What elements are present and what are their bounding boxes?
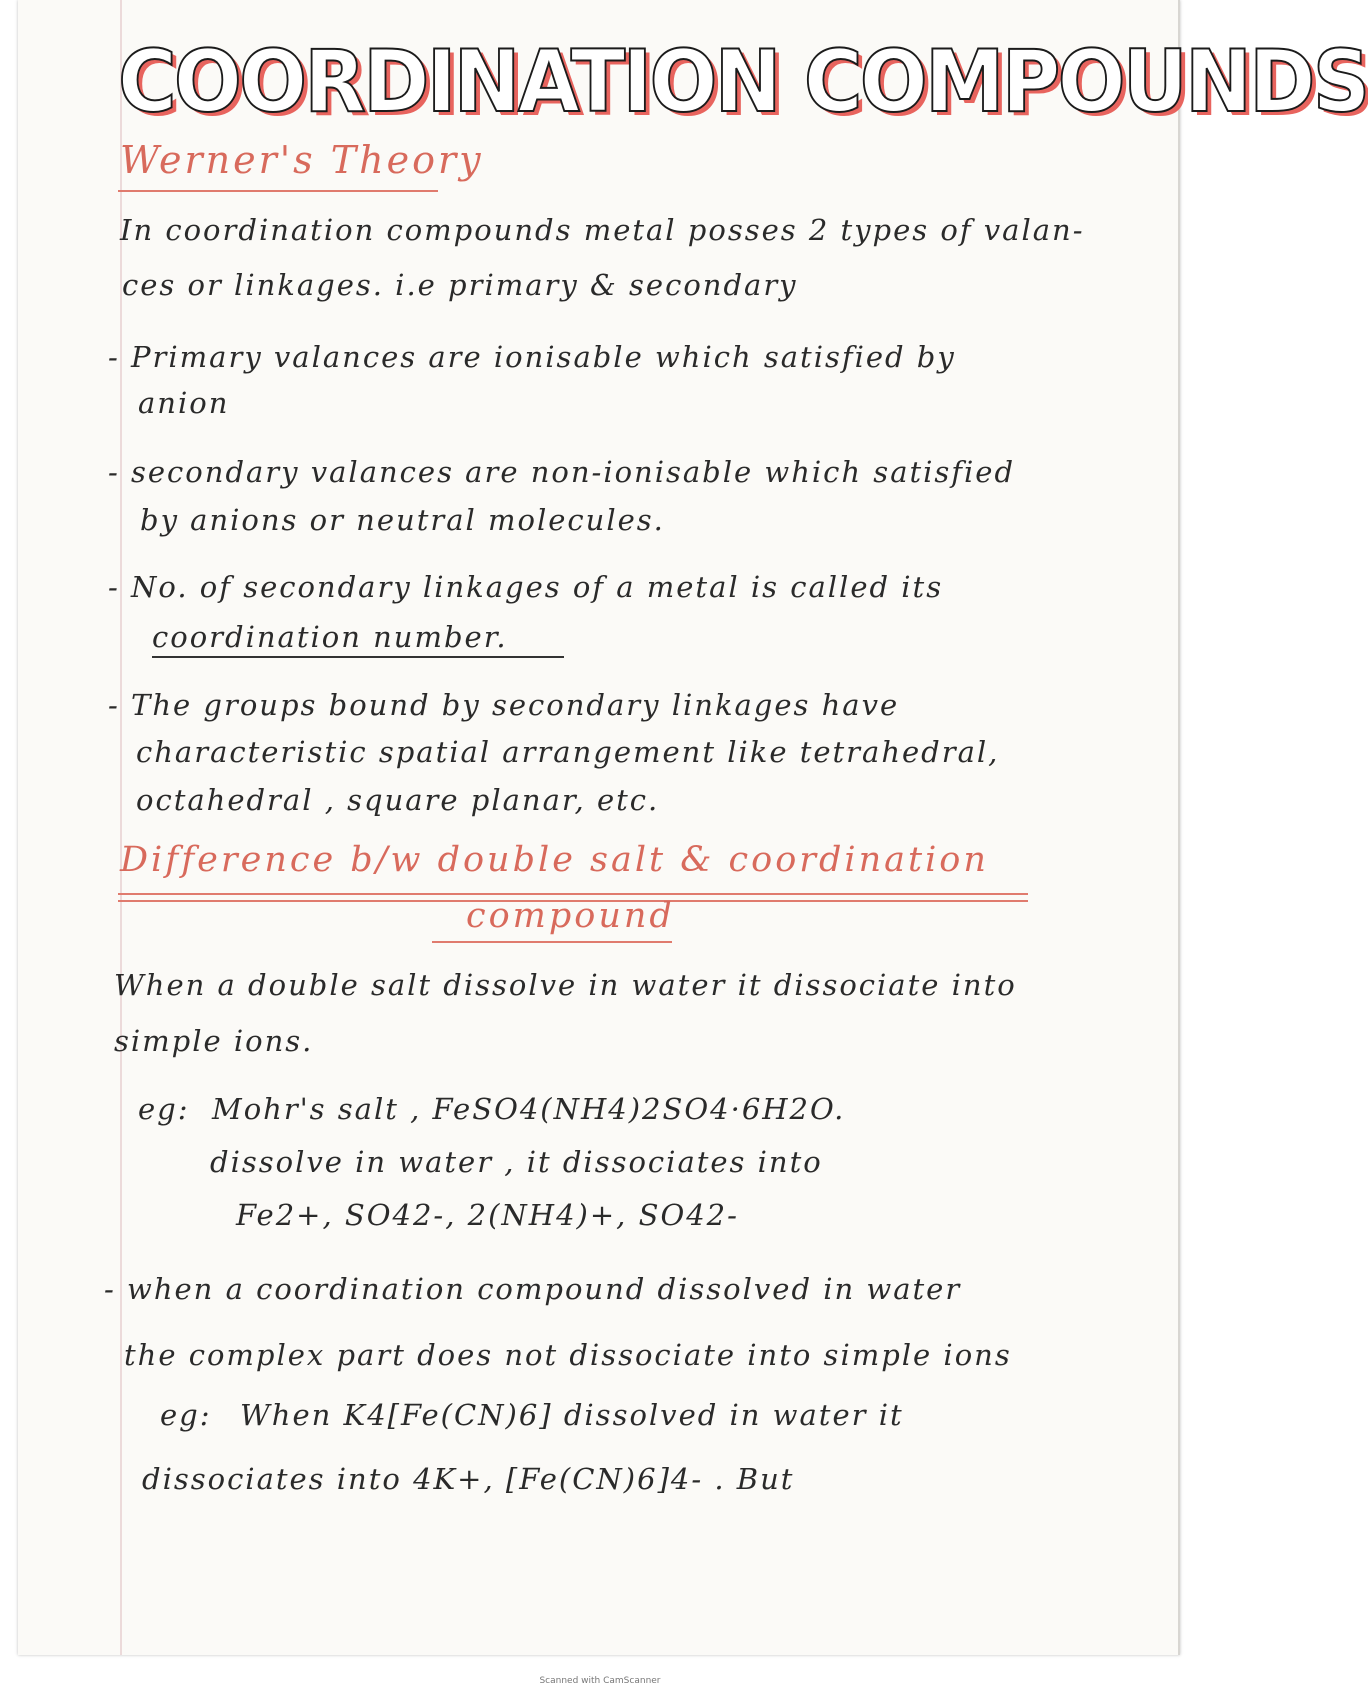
example-line: Fe2+, SO42-, 2(NH4)+, SO42- (236, 1198, 739, 1232)
section-heading-compound: compound (466, 896, 675, 936)
section-heading-difference: Difference b/w double salt & coordination (120, 840, 989, 880)
example-line: When K4[Fe(CN)6] dissolved in water it (240, 1398, 904, 1432)
scanner-watermark: Scanned with CamScanner (539, 1676, 661, 1686)
bullet-line: - No. of secondary linkages of a metal is called its (108, 570, 944, 604)
heading-underline (118, 893, 1028, 895)
text-line: When a double salt dissolve in water it dissociate into (114, 968, 1017, 1002)
bullet-line: - secondary valances are non-ionisable which satisfied (108, 455, 1016, 489)
bullet-line: - when a coordination compound dissolved in water (104, 1272, 962, 1306)
example-line: dissolve in water , it dissociates into (210, 1145, 823, 1179)
section-heading-werners-theory: Werner's Theory (120, 138, 484, 182)
text-line: In coordination compounds metal posses 2 types of valan- (120, 213, 1085, 247)
example-label: eg: (138, 1092, 190, 1126)
example-label: eg: (160, 1398, 212, 1432)
text-line: simple ions. (114, 1024, 314, 1058)
bullet-line: anion (138, 386, 230, 420)
bullet-line: coordination number. (152, 620, 508, 654)
heading-underline (432, 941, 672, 943)
bullet-line: characteristic spatial arrangement like tetrahedral, (136, 735, 1000, 769)
text-line: ces or linkages. i.e primary & secondary (122, 268, 798, 302)
term-underline (152, 656, 564, 658)
bullet-line: - Primary valances are ionisable which satisfied by (108, 340, 956, 374)
bullet-line: by anions or neutral molecules. (140, 503, 665, 537)
example-line: Mohr's salt , FeSO4(NH4)2SO4·6H2O. (212, 1092, 846, 1126)
bullet-line: octahedral , square planar, etc. (136, 783, 660, 817)
margin-line (120, 0, 122, 1655)
example-line: dissociates into 4K+, [Fe(CN)6]4- . But (142, 1462, 795, 1496)
heading-underline (118, 190, 438, 192)
bullet-line: - The groups bound by secondary linkages have (108, 688, 900, 722)
page-title: COORDINATION COMPOUNDS (118, 32, 1368, 132)
bullet-line: the complex part does not dissociate into simple ions (124, 1338, 1012, 1372)
